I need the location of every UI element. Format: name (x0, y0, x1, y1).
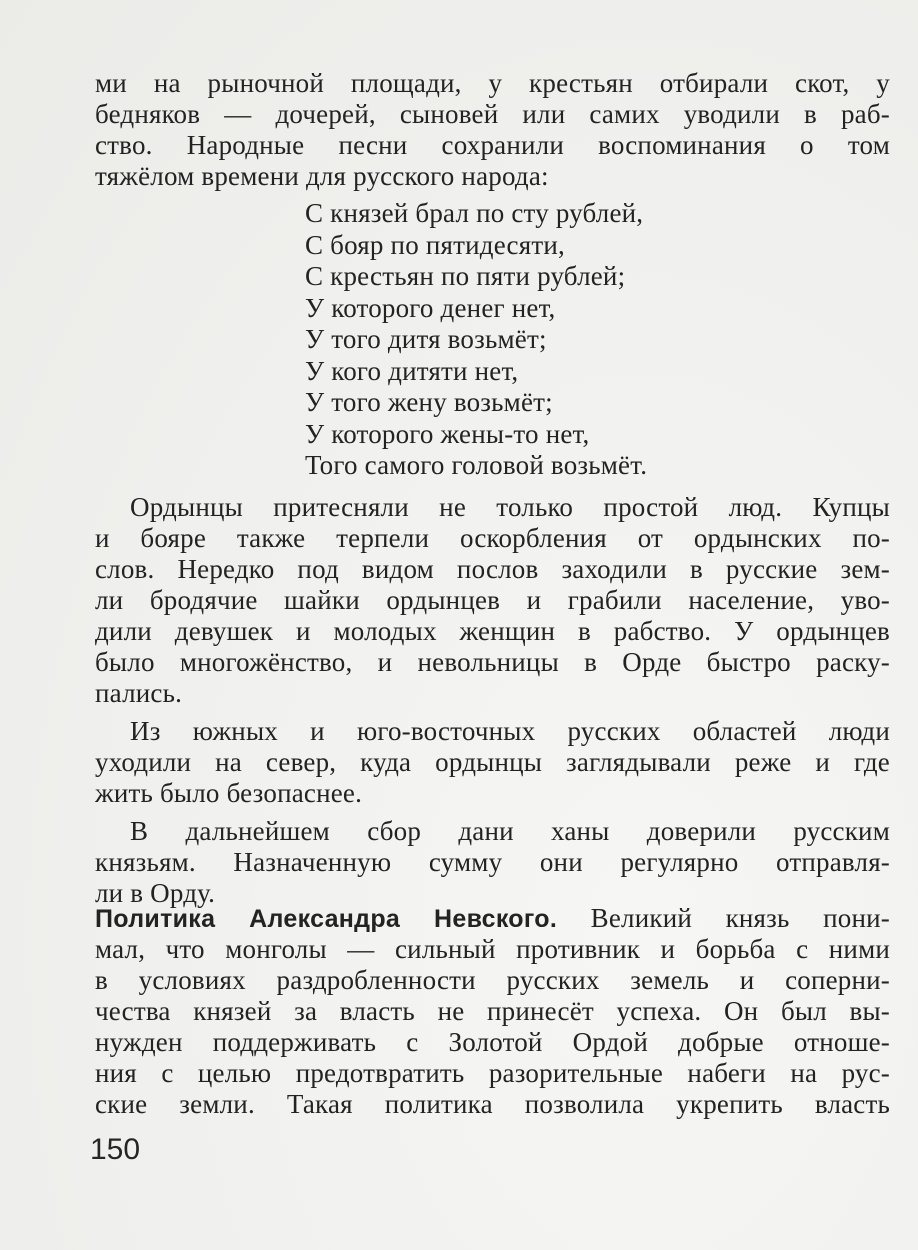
text-line: ские земли. Такая политика позволила укрепить власть (95, 1089, 890, 1119)
text-line: и бояре также терпели оскорбления от ордынских по- (95, 523, 890, 553)
text-line: ство. Народные песни сохранили воспоминания о том (95, 130, 890, 160)
page-number: 150 (90, 1133, 141, 1166)
verse-line: С бояр по пятидесяти, (305, 229, 565, 260)
verse-line: С крестьян по пяти рублей; (305, 261, 626, 291)
body-paragraphs (95, 492, 890, 909)
intro-paragraph (95, 68, 890, 192)
text-line: мал, что монголы — сильный противник и борьба с ними (95, 934, 890, 964)
verse-line: У которого жены-то нет, (305, 418, 590, 449)
text-line: было многожёнство, и невольницы в Орде быстро раску- (95, 647, 890, 677)
text-line: дили девушек и молодых женщин в рабство. У ордынцев (95, 616, 890, 646)
text-line: жить было безопаснее. (95, 778, 363, 808)
nevsky-policy-section (95, 903, 890, 1120)
text-line: чества князей за власть не принесёт успеха. Он был вы- (95, 996, 890, 1026)
text-line: ли бродячие шайки ордынцев и грабили население, уво- (95, 585, 890, 615)
text-line: бедняков — дочерей, сыновей или самих уводили в раб- (95, 99, 890, 129)
text-line: ли в Орду. (95, 878, 216, 908)
section-heading: Политика Александра Невского. (95, 905, 558, 933)
text-line: Великий князь пони- (557, 903, 890, 933)
text-line: В дальнейшем сбор дани ханы доверили русским (130, 816, 890, 846)
text-line: Из южных и юго-восточных русских областей люди (130, 716, 890, 746)
text-line: ми на рыночной площади, у крестьян отбирали скот, у (95, 68, 890, 98)
verse-line: Того самого головой возьмёт. (305, 450, 648, 480)
text-line: князьям. Назначенную сумму они регулярно отправля- (95, 847, 890, 877)
text-line: Ордынцы притесняли не только простой люд. Купцы (130, 492, 890, 522)
text-line: тяжёлом времени для русского народа: (95, 161, 549, 191)
verse-line: У кого дитяти нет, (305, 355, 519, 386)
verse-line: С князей брал по сту рублей, (305, 198, 644, 228)
section-first-line (95, 903, 890, 934)
text-line: пались. (95, 678, 183, 708)
text-line: нужден поддерживать с Золотой Ордой добрые отноше- (95, 1027, 890, 1057)
text-line: слов. Нередко под видом послов заходили в русские зем- (95, 554, 890, 584)
verse-line: У того дитя возьмёт; (305, 324, 547, 354)
text-line: в условиях раздробленности русских земель и соперни- (95, 965, 890, 995)
verse-line: У которого денег нет, (305, 292, 556, 323)
folk-song-verse (305, 198, 647, 482)
text-line: ния с целью предотвратить разорительные набеги на рус- (95, 1058, 890, 1088)
text-line: уходили на север, куда ордынцы заглядывали реже и где (95, 747, 890, 777)
verse-line: У того жену возьмёт; (305, 387, 553, 417)
